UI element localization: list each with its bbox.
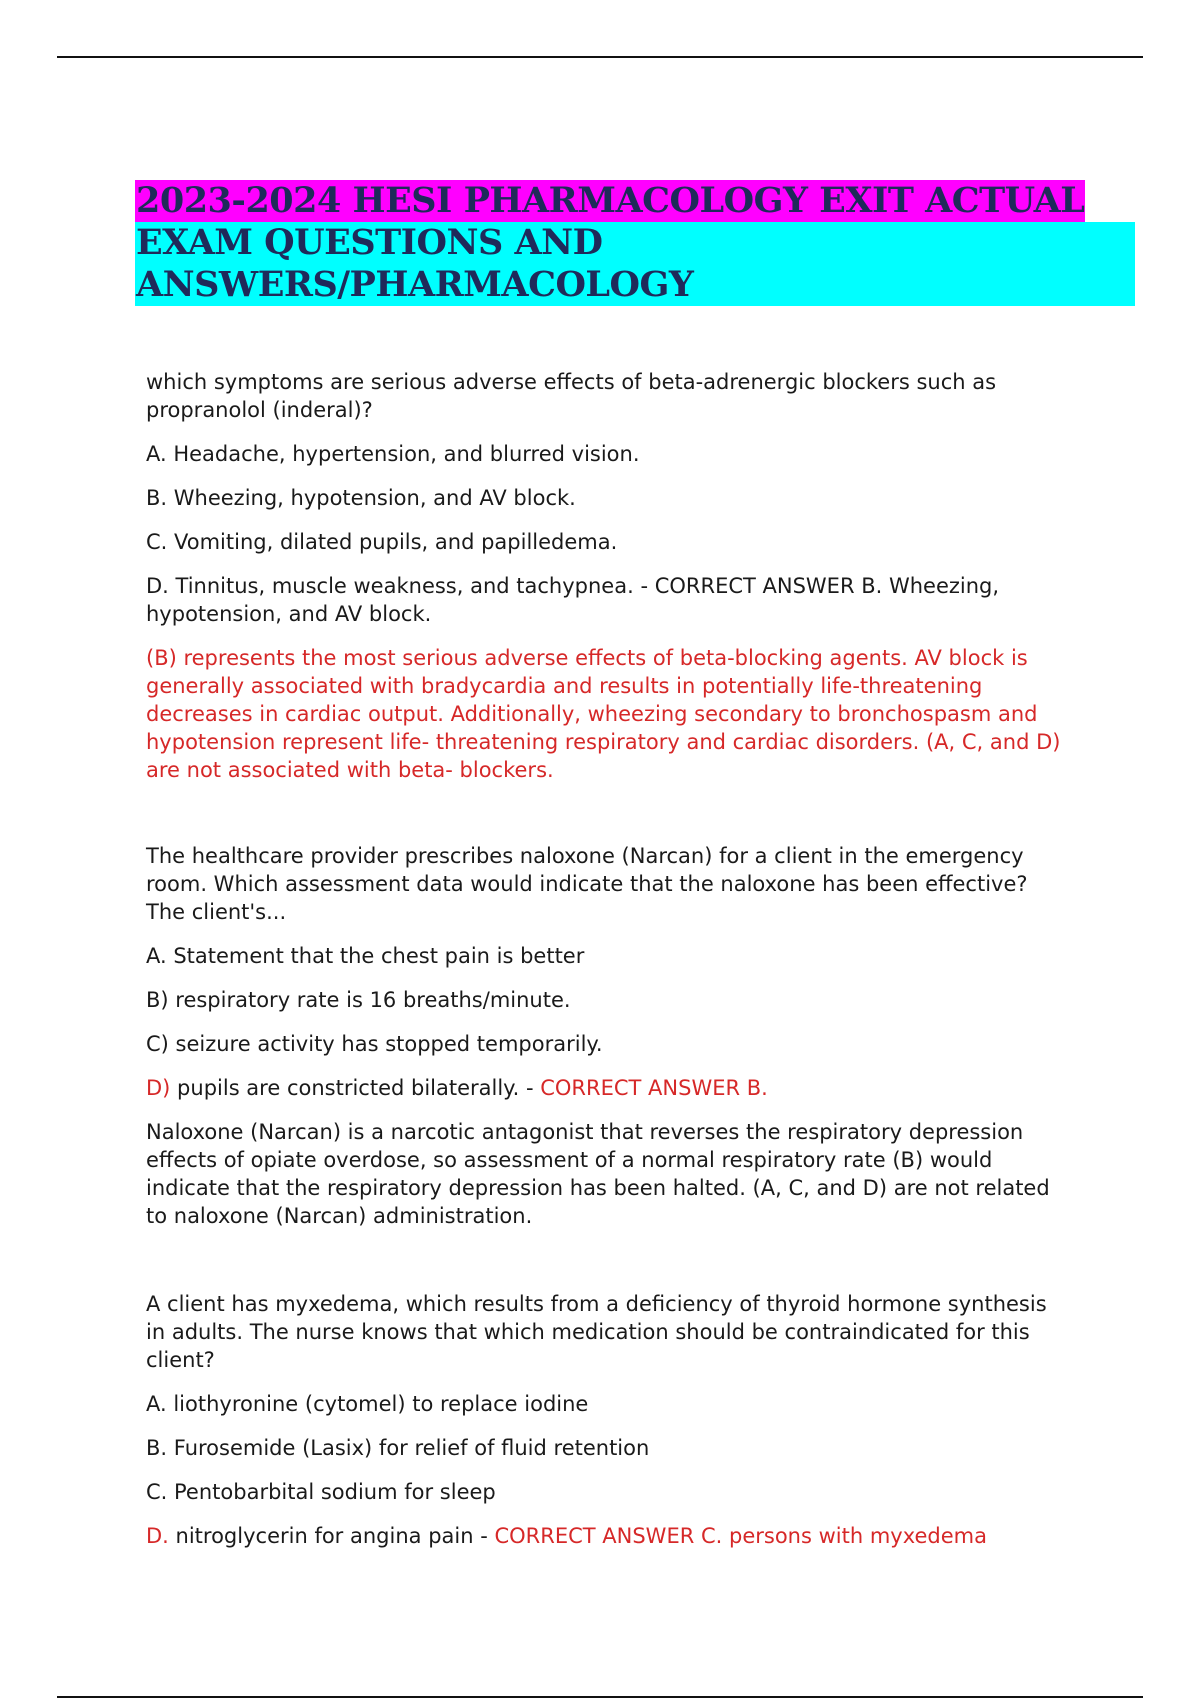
question-stem: The healthcare provider prescribes naloxone (Narcan) for a client in the emergency room. Which assessment data would indicate that the naloxone has been effective? The client's... — [146, 844, 1028, 924]
document-title — [135, 180, 1135, 306]
option-d-with-answer — [146, 1074, 1066, 1102]
option-d-with-answer: D. Tinnitus, muscle weakness, and tachypnea. - CORRECT ANSWER B. Wheezing, hypotension, and AV block. — [146, 574, 1000, 626]
option-b: B. Wheezing, hypotension, and AV block. — [146, 486, 576, 510]
option-d-with-answer — [146, 1522, 1066, 1550]
rationale: Naloxone (Narcan) is a narcotic antagonist that reverses the respiratory depression effects of opiate overdose, so assessment of a normal respiratory rate (B) would indicate that the respiratory depression has been halted. (A, C, and D) are not related to naloxone (Narcan) administration. — [146, 1120, 1050, 1228]
option-c: C. Pentobarbital sodium for sleep — [146, 1480, 496, 1504]
option-a: A. Statement that the chest pain is better — [146, 944, 585, 968]
question-stem: which symptoms are serious adverse effects of beta-adrenergic blockers such as propranolol (inderal)? — [146, 370, 997, 422]
question-3 — [146, 1290, 1066, 1566]
option-b: B. Furosemide (Lasix) for relief of fluid retention — [146, 1436, 650, 1460]
title-line-1: 2023-2024 HESI PHARMACOLOGY EXIT ACTUAL — [136, 180, 1085, 221]
correct-answer: CORRECT ANSWER C. persons with myxedema — [494, 1524, 987, 1548]
option-d-text: pupils are constricted bilaterally. - — [170, 1076, 541, 1100]
option-c: C. Vomiting, dilated pupils, and papilledema. — [146, 530, 618, 554]
option-d-text: nitroglycerin for angina pain - — [168, 1524, 495, 1548]
footer-rule — [57, 1696, 1143, 1698]
question-2 — [146, 842, 1066, 1246]
rationale: (B) represents the most serious adverse effects of beta-blocking agents. AV block is generally associated with bradycardia and results in potentially life-threatening decreases in cardiac output. Additionally, wheezing secondary to bronchospasm and hypotension represent life- threatening respiratory and cardiac disorders. (A, C, and D) are not associated with beta- blockers. — [146, 646, 1061, 782]
correct-answer: CORRECT ANSWER B. — [540, 1076, 768, 1100]
option-d-label: D) — [146, 1076, 171, 1100]
question-stem: A client has myxedema, which results from a deficiency of thyroid hormone synthesis in adults. The nurse knows that which medication should be contraindicated for this client? — [146, 1292, 1047, 1372]
option-b: B) respiratory rate is 16 breaths/minute. — [146, 988, 571, 1012]
question-1 — [146, 368, 1066, 800]
header-rule — [57, 56, 1143, 58]
title-line-2: EXAM QUESTIONS AND ANSWERS/PHARMACOLOGY — [135, 222, 1135, 306]
option-a: A. Headache, hypertension, and blurred vision. — [146, 442, 640, 466]
option-c: C) seizure activity has stopped temporarily. — [146, 1032, 603, 1056]
option-d-label: D. — [146, 1524, 169, 1548]
option-a: A. liothyronine (cytomel) to replace iodine — [146, 1392, 589, 1416]
